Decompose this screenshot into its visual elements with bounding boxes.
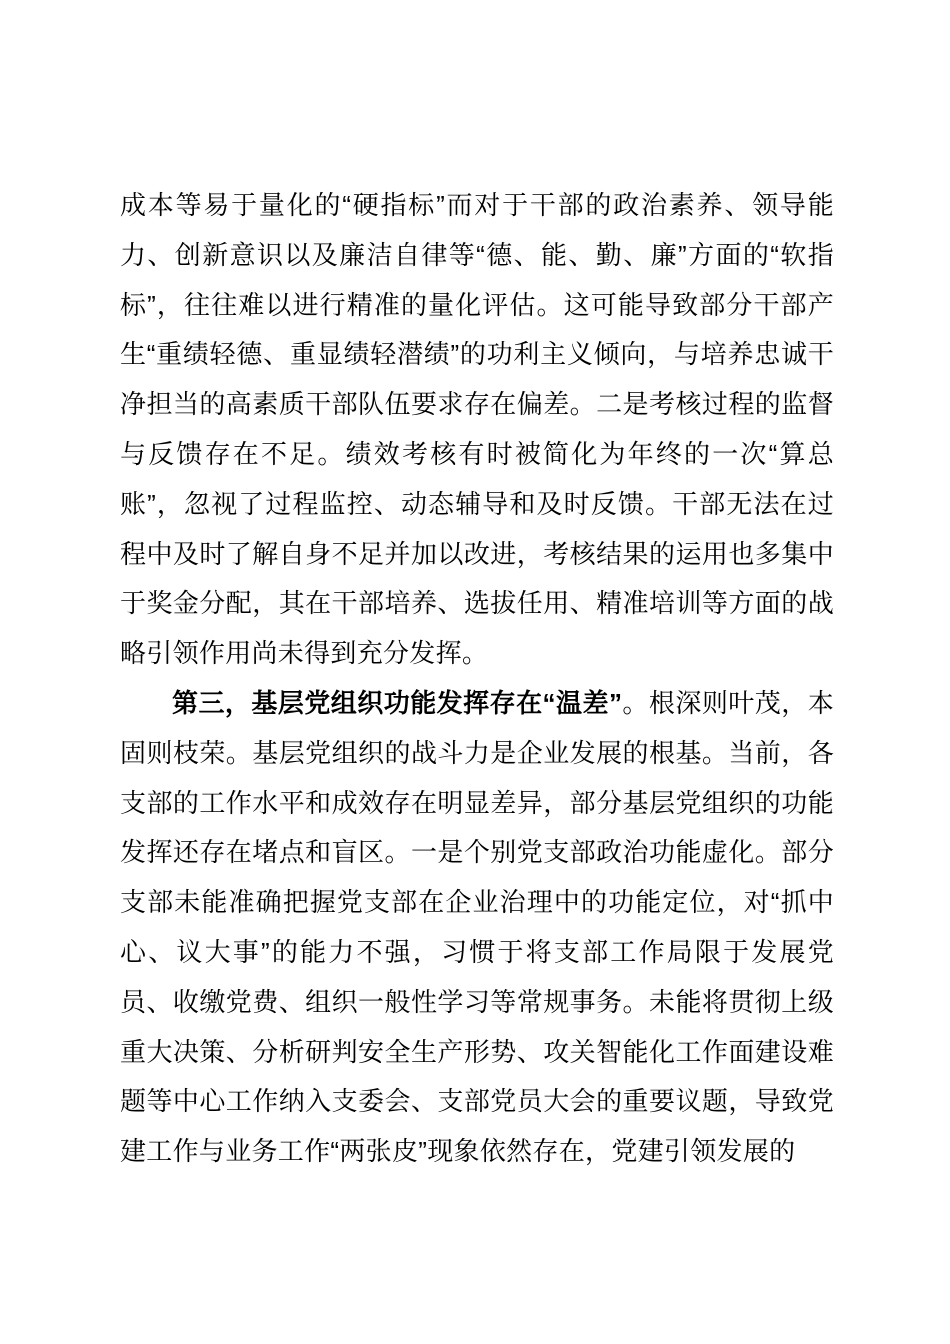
paragraph-third-point-grassroots-party — [120, 679, 834, 1177]
paragraph-2-bold-lead: 第三，基层党组织功能发挥存在“温差” — [172, 687, 623, 718]
paragraph-cadre-appraisal-issues — [120, 181, 834, 679]
paragraph-2-body-text: 。根深则叶茂，本固则枝荣。基层党组织的战斗力是企业发展的根基。当前，各支部的工作水平和成效存在明显差异，部分基层党组织的功能发挥还存在堵点和盲区。一是个别党支部政治功能虚化。部分支部未能准确把握党支部在企业治理中的功能定位，对“抓中心、议大事”的能力不强，习惯于将支部工作局限于发展党员、收缴党费、组织一般性学习等常规事务。未能将贯彻上级重大决策、分析研判安全生产形势、攻关智能化工作面建设难题等中心工作纳入支委会、支部党员大会的重要议题，导致党建工作与业务工作“两张皮”现象依然存在，党建引领发展的 — [120, 687, 834, 1167]
paragraph-1-text: 成本等易于量化的“硬指标”而对于干部的政治素养、领导能力、创新意识以及廉洁自律等“德、能、勤、廉”方面的“软指标”，往往难以进行精准的量化评估。这可能导致部分干部产生“重绩轻德、重显绩轻潜绩”的功利主义倾向，与培养忠诚干净担当的高素质干部队伍要求存在偏差。二是考核过程的监督与反馈存在不足。绩效考核有时被简化为年终的一次“算总账”，忽视了过程监控、动态辅导和及时反馈。干部无法在过程中及时了解自身不足并加以改进，考核结果的运用也多集中于奖金分配，其在干部培养、选拔任用、精准培训等方面的战略引领作用尚未得到充分发挥。 — [120, 190, 834, 669]
document-text-body — [120, 181, 834, 1177]
